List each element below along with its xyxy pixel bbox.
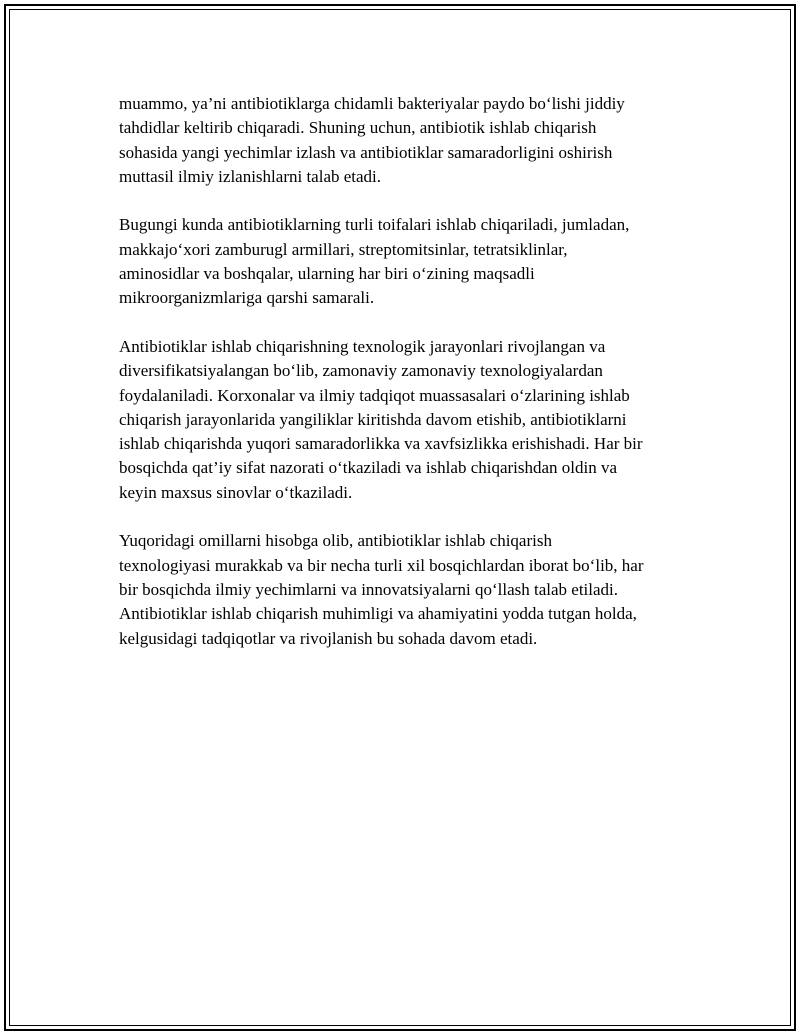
- text-line: aminosidlar va boshqalar, ularning har biri o‘zining maqsadli: [119, 264, 535, 284]
- text-line: Antibiotiklar ishlab chiqarish muhimligi va ahamiyatini yodda tutgan holda,: [119, 604, 637, 624]
- text-line: tahdidlar keltirib chiqaradi. Shuning uchun, antibiotik ishlab chiqarish: [119, 118, 597, 138]
- text-line: makkajo‘xori zamburugl armillari, streptomitsinlar, tetratsiklinlar,: [119, 239, 568, 259]
- text-line: diversifikatsiyalangan bo‘lib, zamonaviy zamonaviy texnologiyalardan: [119, 361, 603, 381]
- document-body: [119, 92, 699, 675]
- paragraph-4: [119, 529, 699, 650]
- text-line: keyin maxsus sinovlar o‘tkaziladi.: [119, 482, 353, 502]
- text-line: Yuqoridagi omillarni hisobga olib, antibiotiklar ishlab chiqarish: [119, 531, 552, 551]
- text-line: ishlab chiqarishda yuqori samaradorlikka va xavfsizlikka erishishadi. Har bir: [119, 434, 643, 454]
- paragraph-1: [119, 92, 699, 189]
- text-line: Bugungi kunda antibiotiklarning turli toifalari ishlab chiqariladi, jumladan,: [119, 215, 630, 235]
- text-line: chiqarish jarayonlarida yangiliklar kiritishda davom etishib, antibiotiklarni: [119, 409, 627, 429]
- text-line: foydalaniladi. Korxonalar va ilmiy tadqiqot muassasalari o‘zlarining ishlab: [119, 385, 630, 405]
- text-line: bir bosqichda ilmiy yechimlarni va innovatsiyalarni qo‘llash talab etiladi.: [119, 579, 619, 599]
- text-line: mikroorganizmlariga qarshi samarali.: [119, 288, 375, 308]
- text-line: sohasida yangi yechimlar izlash va antibiotiklar samaradorligini oshirish: [119, 142, 613, 162]
- text-line: texnologiyasi murakkab va bir necha turli xil bosqichlardan iborat bo‘lib, har: [119, 555, 644, 575]
- text-line: muttasil ilmiy izlanishlarni talab etadi.: [119, 166, 382, 186]
- paragraph-2: [119, 213, 699, 310]
- text-line: Antibiotiklar ishlab chiqarishning texnologik jarayonlari rivojlangan va: [119, 336, 606, 356]
- paragraph-3: [119, 335, 699, 505]
- text-line: kelgusidagi tadqiqotlar va rivojlanish bu sohada davom etadi.: [119, 628, 538, 648]
- text-line: bosqichda qat’iy sifat nazorati o‘tkaziladi va ishlab chiqarishdan oldin va: [119, 458, 618, 478]
- text-line: muammo, ya’ni antibiotiklarga chidamli bakteriyalar paydo bo‘lishi jiddiy: [119, 94, 625, 113]
